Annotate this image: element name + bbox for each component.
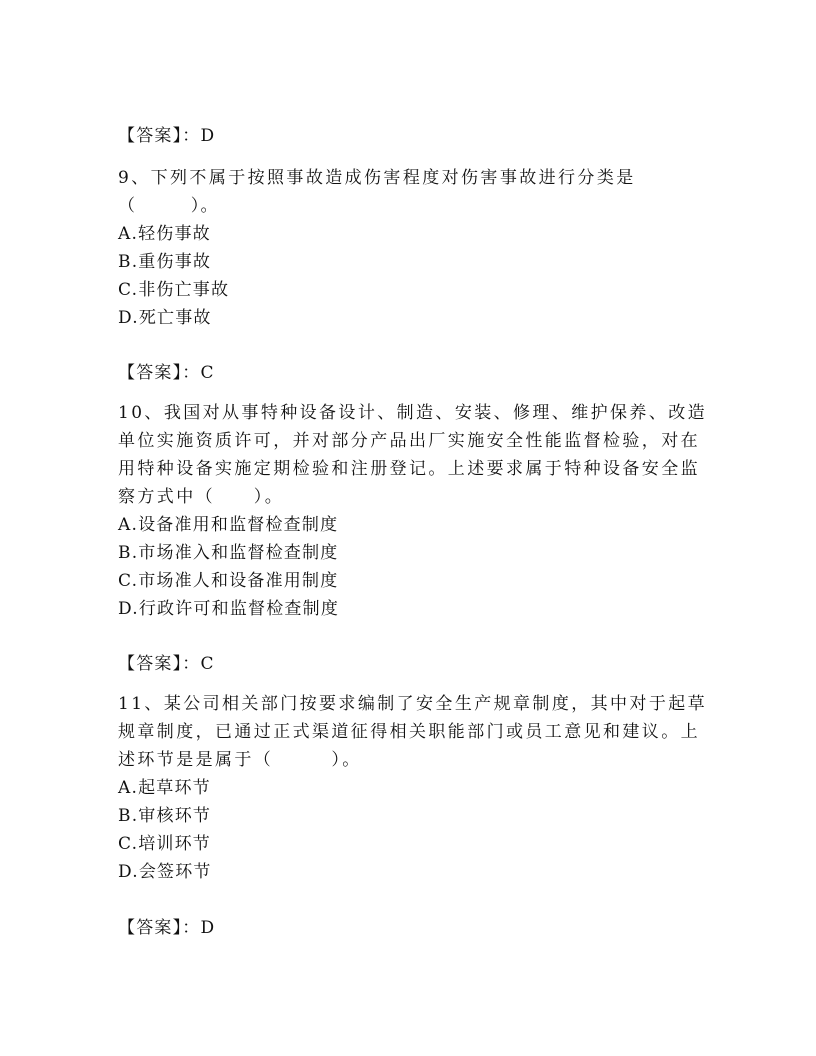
question-10-stem-line-3: 用特种设备实施定期检验和注册登记。上述要求属于特种设备安全监: [118, 459, 700, 479]
question-9-option-b: B.重伤事故: [118, 252, 212, 272]
question-10-option-c: C.市场准人和设备准用制度: [118, 571, 339, 591]
question-11-option-a: A.起草环节: [118, 778, 211, 798]
question-10-stem-line-2: 单位实施资质许可，并对部分产品出厂实施安全性能监督检验，对在: [118, 431, 700, 451]
question-11-stem-line-1: 11、某公司相关部门按要求编制了安全生产规章制度，其中对于起草: [118, 694, 708, 714]
question-9-option-a: A.轻伤事故: [118, 224, 211, 244]
question-11-stem-line-3: 述环节是是属于（ ）。: [118, 750, 362, 770]
question-11-option-b: B.审核环节: [118, 806, 212, 826]
answer-line: 【答案】：D: [118, 126, 216, 146]
question-10-option-b: B.市场准入和监督检查制度: [118, 543, 339, 563]
question-10-stem-line-1: 10、我国对从事特种设备设计、制造、安装、修理、维护保养、改造: [118, 403, 708, 423]
question-10-stem-line-4: 察方式中（ ）。: [118, 487, 285, 507]
question-10-option-a: A.设备准用和监督检查制度: [118, 515, 339, 535]
question-9-stem-line-2: （ ）。: [118, 196, 219, 216]
question-11-stem-line-2: 规章制度，已通过正式渠道征得相关职能部门或员工意见和建议。上: [118, 722, 700, 742]
question-9-stem-line-1: 9、下列不属于按照事故造成伤害程度对伤害事故进行分类是: [118, 168, 636, 188]
question-9-option-c: C.非伤亡事故: [118, 280, 230, 300]
answer-line: 【答案】：C: [118, 363, 215, 383]
question-11-option-d: D.会签环节: [118, 862, 212, 882]
question-9-option-d: D.死亡事故: [118, 308, 212, 328]
question-10-option-d: D.行政许可和监督检查制度: [118, 599, 340, 619]
answer-line: 【答案】：C: [118, 654, 215, 674]
question-11-option-c: C.培训环节: [118, 834, 212, 854]
answer-line: 【答案】：D: [118, 918, 216, 938]
